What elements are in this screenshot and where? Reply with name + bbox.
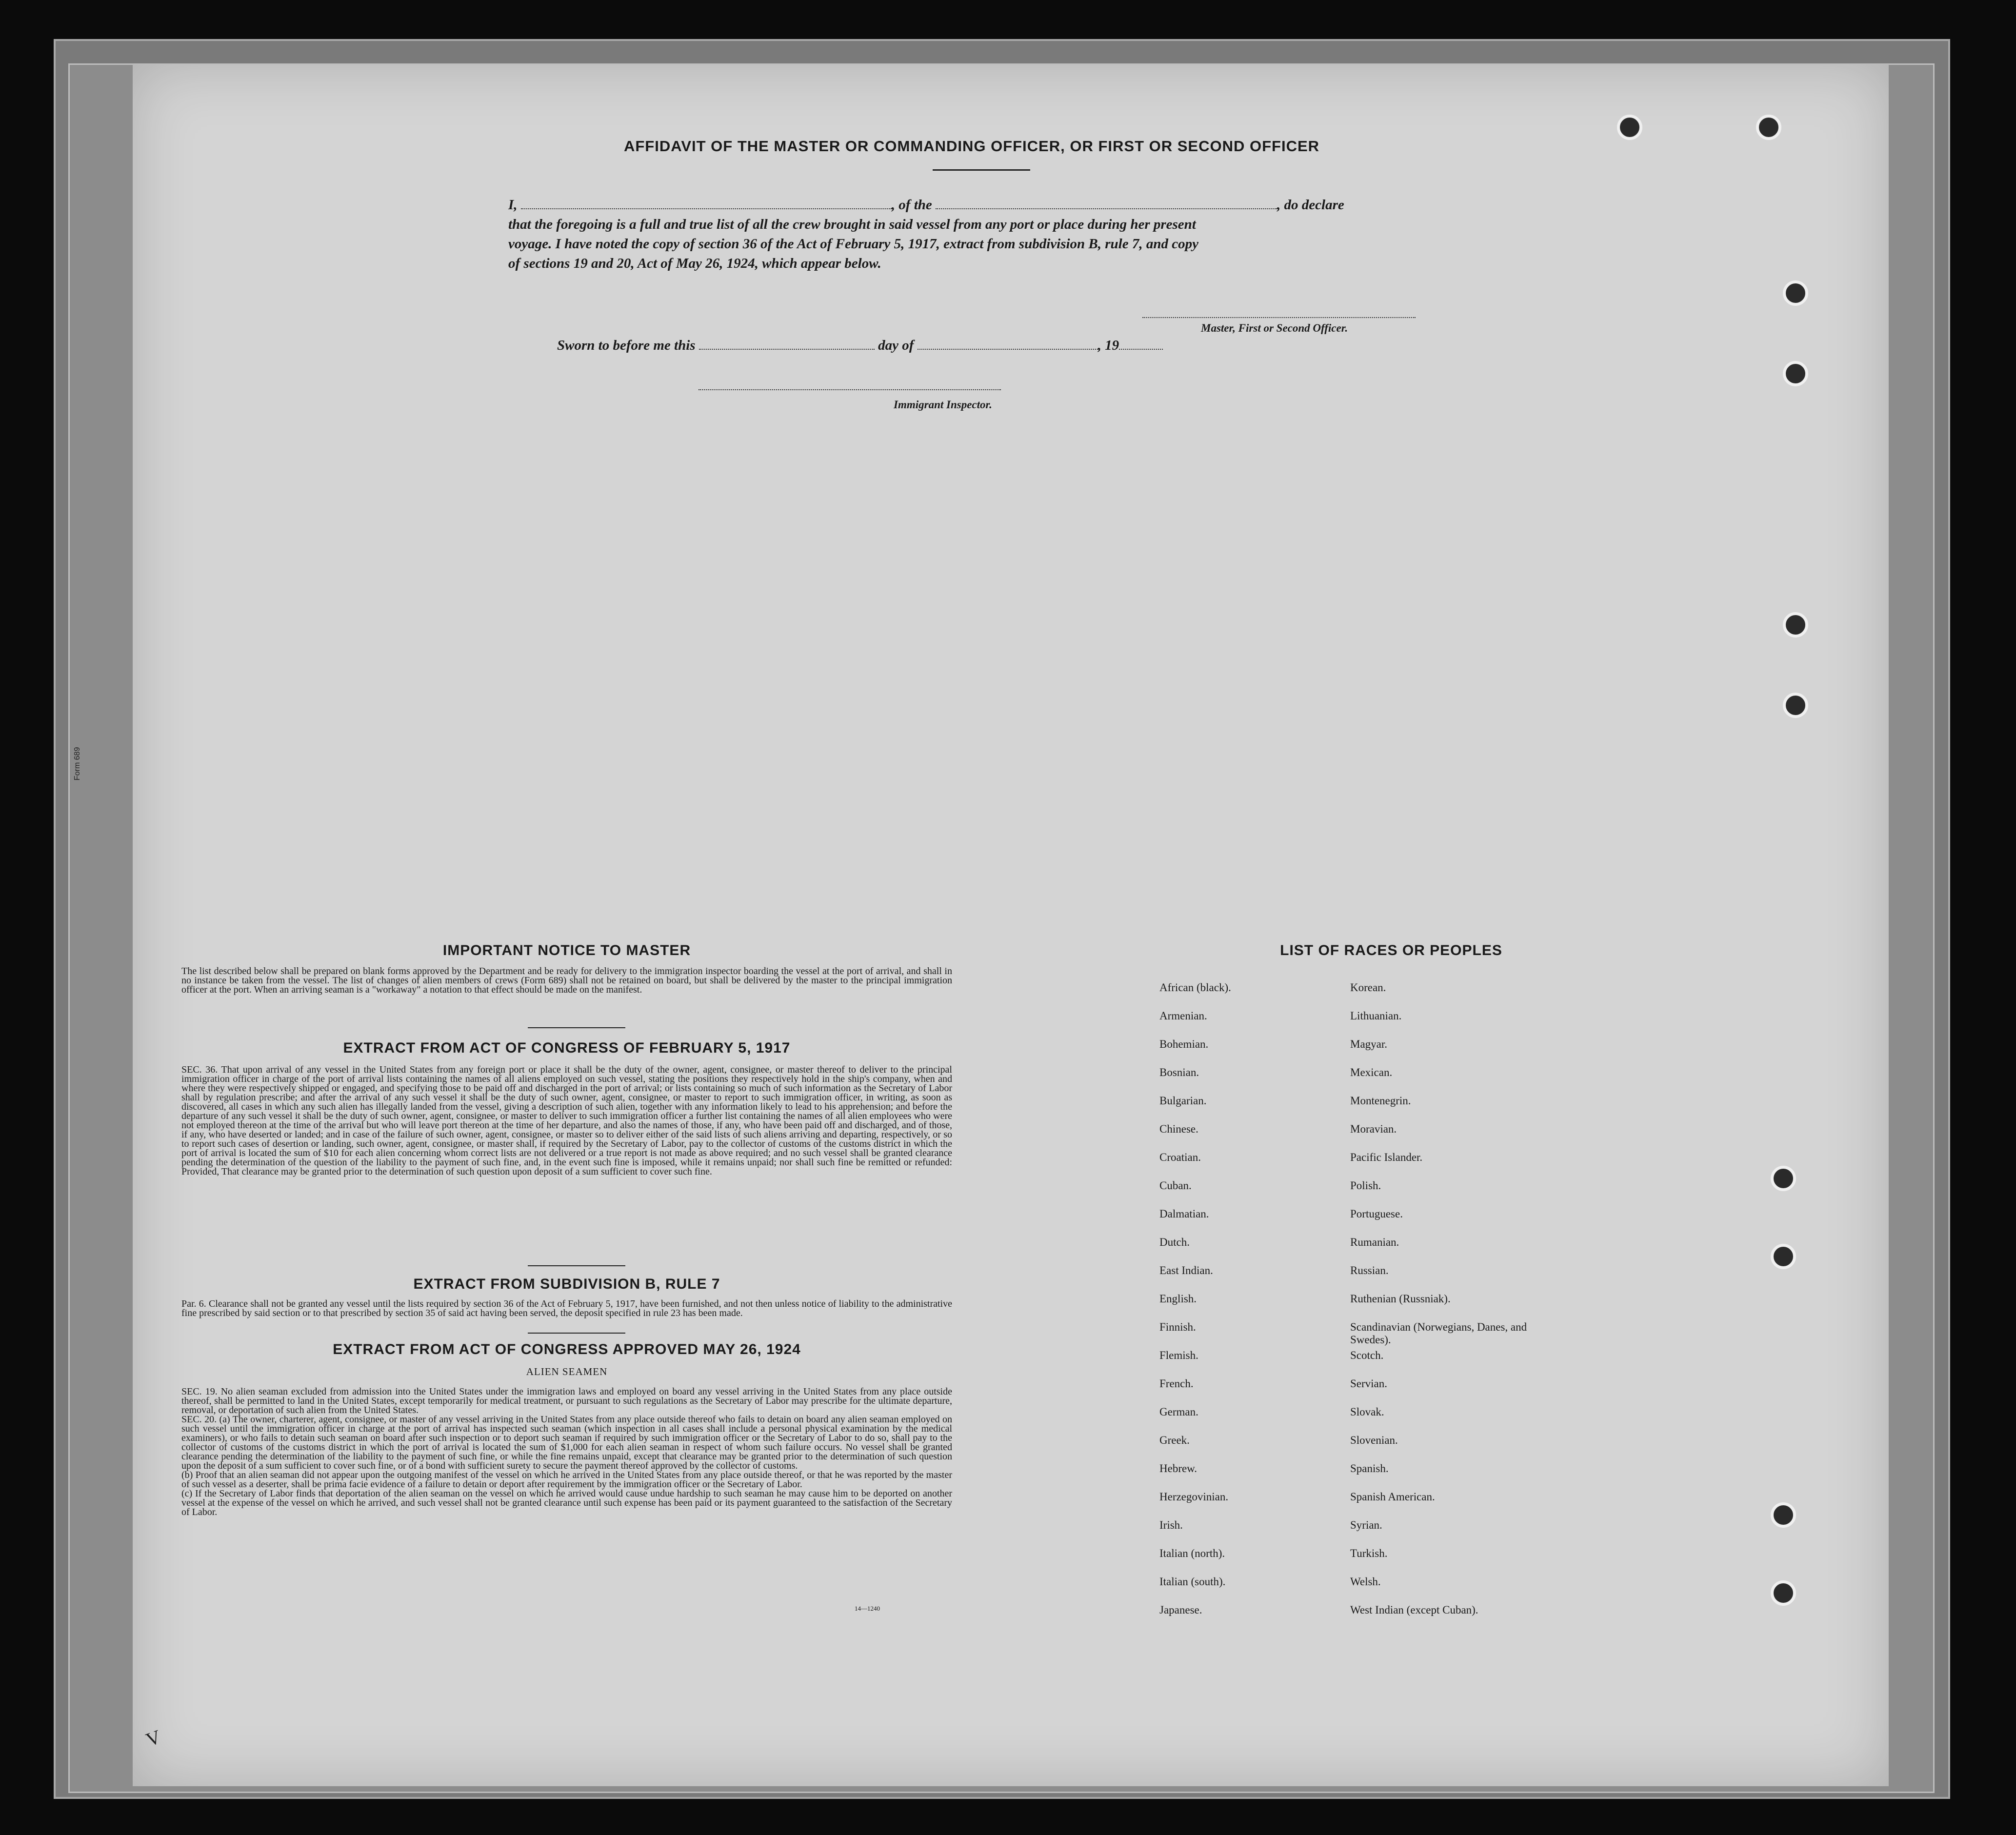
race-item-right: Servian. bbox=[1350, 1377, 1388, 1390]
races-title: LIST OF RACES OR PEOPLES bbox=[1280, 942, 1502, 958]
inspector-signature-line[interactable] bbox=[699, 389, 1001, 390]
divider bbox=[528, 1333, 625, 1334]
race-item-left: African (black). bbox=[1159, 981, 1231, 994]
punch-hole bbox=[1783, 280, 1808, 306]
rule7-body: Par. 6. Clearance shall not be granted any vessel until the lists required by section 36 of the Act of February 5, 1917, have been furnished, and not then unless notice of liability to the administrative fine prescribed by said section or to that prescribed by section 35 of said act having been served, the deposit specified in rule 23 has been made. bbox=[181, 1298, 952, 1318]
race-item-right: Magyar. bbox=[1350, 1038, 1388, 1050]
race-item-left: Greek. bbox=[1159, 1434, 1190, 1446]
races-left-column bbox=[1159, 981, 1330, 1632]
punch-hole bbox=[1756, 115, 1781, 140]
master-signature-line[interactable] bbox=[1142, 317, 1416, 318]
race-item-right: Spanish. bbox=[1350, 1462, 1389, 1475]
affidavit-line4: of sections 19 and 20, Act of May 26, 1924, which appear below. bbox=[508, 256, 881, 271]
race-item-left: Italian (south). bbox=[1159, 1576, 1226, 1588]
race-item-right: Montenegrin. bbox=[1350, 1095, 1411, 1107]
race-item-left: Dutch. bbox=[1159, 1236, 1190, 1248]
extract-1917-body: SEC. 36. That upon arrival of any vessel in the United States from any foreign port or place it shall be the duty of the owner, agent, consignee, or master thereof to deliver to the principal immigration officer in charge of the port of arrival lists containing the names of all aliens employed on such vessel, stating the positions they respectively hold in the ship's company, when and where they were respectively shipped or engaged, and specifying those to be paid off and discharged in the port of arrival; or lists containing so much of such information as the Secretary of Labor shall by regulation prescribe; and after the arrival of any such vessel it shall be the duty of such owner, agent, consignee, or master to report to such immigration officer, in writing, as soon as discovered, all cases in which any such alien has illegally landed from the vessel, giving a description of such alien, together with any information likely to lead to his apprehension; and before the departure of any such vessel it shall be the duty of such owner, agent, consignee, or master to deliver to such immigration officer a further list containing the names of all alien employees who were not employed thereon at the time of the arrival but who will leave port thereon at the time of her departure, and also the names of those, if any, who have been paid off and discharged, and of those, if any, who have deserted or landed; and in case of the failure of such owner, agent, consignee, or master so to deliver either of the said lists of such aliens arriving and departing, respectively, or so to report such cases of desertion or landing, such owner, agent, consignee, or master shall, if required by the Secretary of Labor, pay to the collector of customs of the customs district in which the port of arrival is located the sum of $10 for each alien concerning whom correct lists are not delivered or a true report is not made as above required; and no such vessel shall be granted clearance pending the determination of the question of the liability to the payment of such fine, and, in the event such fine is imposed, while it remains unpaid; nor shall such fine be remitted or refunded: Provided, That clearance may be granted prior to the determination of such question upon deposit of a sum sufficient to cover such fine. bbox=[181, 1064, 952, 1177]
race-item-left: East Indian. bbox=[1159, 1264, 1213, 1277]
affidavit-line1 bbox=[508, 195, 1489, 215]
title-underline bbox=[933, 169, 1030, 171]
print-code: 14—1240 bbox=[855, 1605, 880, 1612]
race-item-left: Italian (north). bbox=[1159, 1547, 1225, 1559]
punch-hole bbox=[1783, 612, 1808, 638]
divider bbox=[528, 1265, 625, 1266]
master-signature-label: Master, First or Second Officer. bbox=[1201, 322, 1348, 334]
notice-body: The list described below shall be prepared on blank forms approved by the Department and be ready for delivery to the immigration inspector boarding the vessel at the port of arrival, and shall in no instance be taken from the vessel. The list of changes of alien members of crews (Form 689) shall not be retained on board, but shall be delivered by the master to the principal immigration officer at the port. When an arriving seaman is a "workaway" a notation to that effect should be made on the manifest. bbox=[181, 966, 952, 995]
race-item-right: Portuguese. bbox=[1350, 1208, 1403, 1220]
punch-hole bbox=[1771, 1502, 1796, 1528]
race-item-left: Flemish. bbox=[1159, 1349, 1198, 1361]
notice-title: IMPORTANT NOTICE TO MASTER bbox=[442, 942, 691, 958]
punch-hole bbox=[1617, 115, 1642, 140]
race-item-left: English. bbox=[1159, 1293, 1197, 1305]
affidavit-body bbox=[508, 195, 1489, 273]
sworn-month-blank[interactable] bbox=[918, 338, 1098, 350]
race-item-left: Hebrew. bbox=[1159, 1462, 1198, 1475]
race-item-left: Armenian. bbox=[1159, 1010, 1207, 1022]
race-item-left: Bulgarian. bbox=[1159, 1095, 1207, 1107]
races-right-column bbox=[1350, 981, 1555, 1632]
sec20a-text: SEC. 20. (a) The owner, charterer, agent, consignee, or master of any vessel arriving in the United States from any place outside thereof who fails to detain on board any alien seaman employed on such vessel until the immigration officer in charge at the port of arrival has inspected such seaman (which inspection in all cases shall include a personal physical examination by the medical examiners), or who fails to detain such seaman on board after such inspection or to deport such seaman if required by such immigration officer or the Secretary of Labor to do so, shall pay to the collector of customs of the customs district in which the port of arrival is located the sum of $1,000 for each alien seaman in respect of whom such failure occurs. No vessel shall be granted clearance pending the determination of the liability to the payment of such fine, or while the fine remains unpaid, except that clearance may be granted prior to the determination of such question upon the deposit of a sum sufficient to cover such fine, or of a bond with sufficient surety to secure the payment thereof approved by the collector of customs. bbox=[181, 1414, 952, 1471]
affidavit-i: I, bbox=[508, 197, 518, 213]
sec19-text: SEC. 19. No alien seaman excluded from admission into the United States under the immigration laws and employed on board any vessel arriving in the United States from any place outside thereof, shall be permitted to land in the United States, except temporarily for medical treatment, or pursuant to such regulations as the Secretary of Labor may prescribe for the ultimate departure, removal, or deportation of such alien from the United States. bbox=[181, 1386, 952, 1416]
rule7-title: EXTRACT FROM SUBDIVISION B, RULE 7 bbox=[413, 1276, 720, 1292]
race-item-left: Japanese. bbox=[1159, 1604, 1202, 1616]
race-item-right: Turkish. bbox=[1350, 1547, 1388, 1559]
race-item-left: Dalmatian. bbox=[1159, 1208, 1209, 1220]
divider bbox=[528, 1027, 625, 1028]
race-item-left: Bosnian. bbox=[1159, 1066, 1199, 1078]
affidavit-declare: , do declare bbox=[1277, 197, 1344, 213]
sworn-day-of: day of bbox=[878, 338, 914, 353]
sec20b-text: (b) Proof that an alien seaman did not appear upon the outgoing manifest of the vessel on which he arrived in the United States from any place outside thereof, or that he was reported by the master of such vessel as a deserter, shall be prima facie evidence of a failure to detain or deport after requirement by the immigration officer or the Secretary of Labor. bbox=[181, 1470, 952, 1490]
race-item-right: Scandinavian (Norwegians, Danes, and Swedes). bbox=[1350, 1321, 1527, 1346]
affidavit-of-the: , of the bbox=[891, 197, 932, 213]
race-item-left: Finnish. bbox=[1159, 1321, 1196, 1333]
punch-hole bbox=[1783, 361, 1808, 386]
race-item-left: French. bbox=[1159, 1377, 1194, 1390]
race-item-right: Welsh. bbox=[1350, 1576, 1381, 1588]
race-item-left: Chinese. bbox=[1159, 1123, 1198, 1135]
race-item-right: Korean. bbox=[1350, 981, 1386, 994]
race-item-left: Bohemian. bbox=[1159, 1038, 1209, 1050]
race-item-right: Slovenian. bbox=[1350, 1434, 1398, 1446]
race-item-right: Russian. bbox=[1350, 1264, 1389, 1277]
affidavit-line2: that the foregoing is a full and true list of all the crew brought in said vessel from any port or place during her present bbox=[508, 217, 1196, 232]
race-item-right: Pacific Islander. bbox=[1350, 1151, 1423, 1163]
race-item-right: Syrian. bbox=[1350, 1519, 1382, 1531]
sworn-year: , 19 bbox=[1098, 338, 1119, 353]
punch-hole bbox=[1783, 693, 1808, 718]
punch-hole bbox=[1771, 1580, 1796, 1606]
race-item-right: Mexican. bbox=[1350, 1066, 1393, 1078]
punch-hole bbox=[1771, 1244, 1796, 1269]
sworn-line bbox=[557, 338, 1163, 354]
race-item-right: Polish. bbox=[1350, 1179, 1381, 1192]
extract-1917-title: EXTRACT FROM ACT OF CONGRESS OF FEBRUARY 5, 1917 bbox=[343, 1040, 791, 1056]
race-item-left: Herzegovinian. bbox=[1159, 1491, 1229, 1503]
race-item-right: West Indian (except Cuban). bbox=[1350, 1604, 1478, 1616]
inspector-label: Immigrant Inspector. bbox=[894, 399, 992, 411]
race-item-right: Rumanian. bbox=[1350, 1236, 1399, 1248]
sworn-prefix: Sworn to before me this bbox=[557, 338, 696, 353]
handwritten-mark: V bbox=[143, 1725, 164, 1751]
extract-1924-title: EXTRACT FROM ACT OF CONGRESS APPROVED MAY 26, 1924 bbox=[333, 1341, 801, 1357]
alien-seamen-subtitle: ALIEN SEAMEN bbox=[526, 1366, 608, 1377]
race-item-left: German. bbox=[1159, 1406, 1198, 1418]
sworn-day-blank[interactable] bbox=[699, 338, 875, 350]
race-item-right: Lithuanian. bbox=[1350, 1010, 1402, 1022]
race-item-right: Scotch. bbox=[1350, 1349, 1384, 1361]
race-item-right: Ruthenian (Russniak). bbox=[1350, 1293, 1451, 1305]
affidavit-title: AFFIDAVIT OF THE MASTER OR COMMANDING OFFICER, OR FIRST OR SECOND OFFICER bbox=[623, 138, 1320, 155]
race-item-left: Cuban. bbox=[1159, 1179, 1192, 1192]
race-item-right: Moravian. bbox=[1350, 1123, 1397, 1135]
vessel-blank[interactable] bbox=[936, 198, 1277, 209]
extract-1924-body bbox=[181, 1387, 952, 1517]
affidavit-line3: voyage. I have noted the copy of section 36 of the Act of February 5, 1917, extract from subdivision B, rule 7, and copy bbox=[508, 236, 1198, 252]
race-item-left: Croatian. bbox=[1159, 1151, 1201, 1163]
sworn-year-blank[interactable] bbox=[1119, 338, 1163, 350]
race-item-left: Irish. bbox=[1159, 1519, 1183, 1531]
form-page bbox=[133, 64, 1889, 1786]
race-item-right: Spanish American. bbox=[1350, 1491, 1435, 1503]
name-blank[interactable] bbox=[521, 198, 892, 209]
sec20c-text: (c) If the Secretary of Labor finds that deportation of the alien seaman on the vessel on which he arrived would cause undue hardship to such seaman he may cause him to be deported on another vessel at the expense of the vessel on which he arrived, and such vessel shall not be granted clearance until such expense has been paid or its payment guaranteed to the satisfaction of the Secretary of Labor. bbox=[181, 1488, 952, 1517]
punch-hole bbox=[1771, 1166, 1796, 1191]
race-item-right: Slovak. bbox=[1350, 1406, 1384, 1418]
form-number-label: Form 689 bbox=[73, 747, 81, 780]
